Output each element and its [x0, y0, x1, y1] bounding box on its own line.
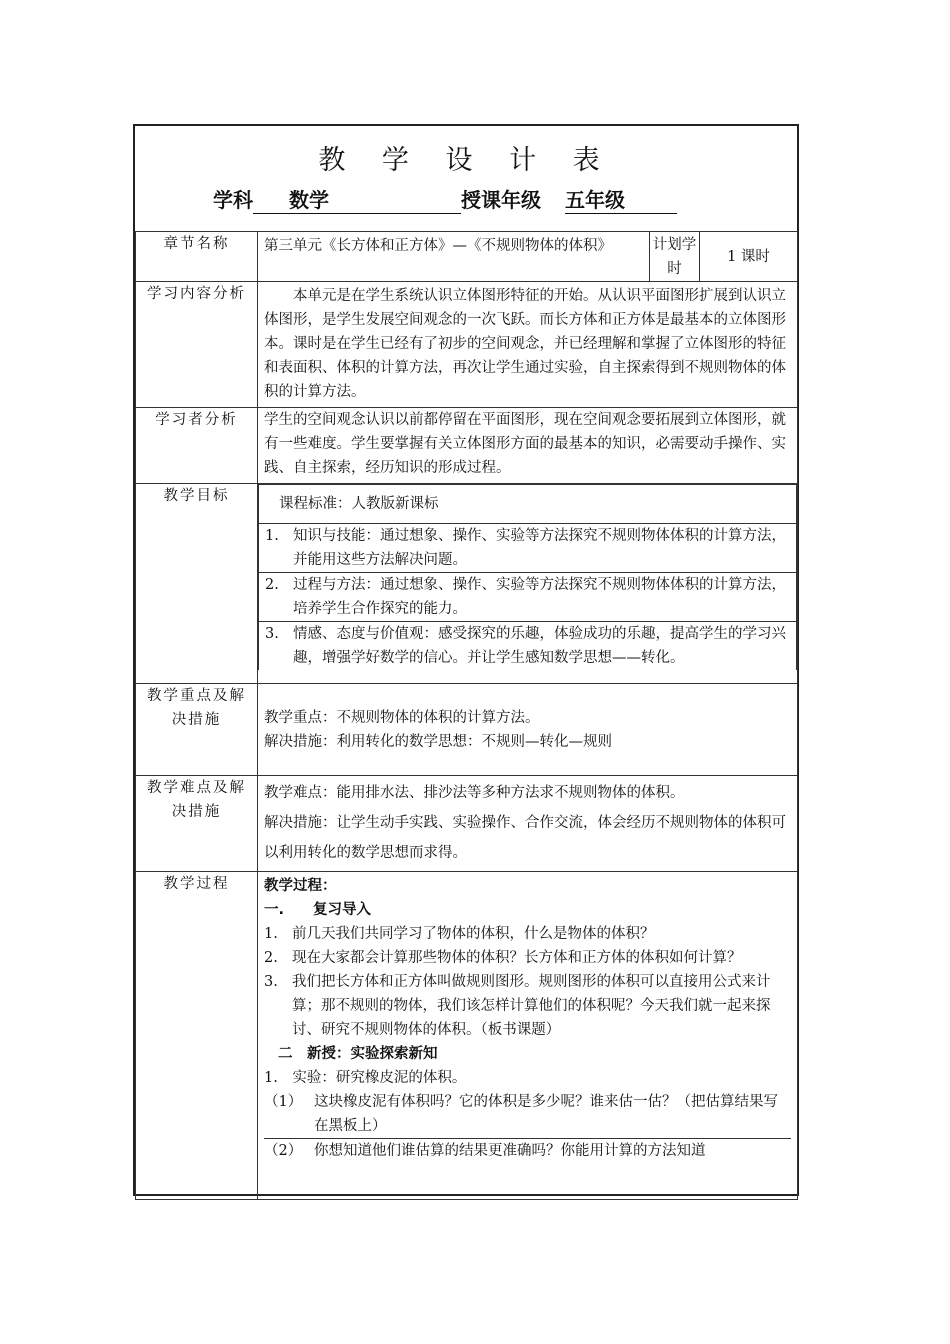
objectives-row: [136, 484, 798, 684]
subject-value-field: [253, 184, 461, 214]
grade-value: 五年级: [565, 188, 625, 212]
key-point-measure: 解决措施：利用转化的数学思想：不规则—转化—规则: [264, 733, 612, 750]
difficulty-measure: 解决措施：让学生动手实践、实验操作、合作交流，体会经历不规则物体的体积可以利用转化的数学思想而求得。: [264, 815, 786, 861]
objective-item: 3. 情感、态度与价值观：感受探究的乐趣，体验成功的乐趣，提高学生的学习兴趣，增强学好数学的信心。并让学生感知数学思想——转化。: [259, 622, 797, 671]
key-point-text: 教学重点：不规则物体的体积的计算方法。: [264, 709, 540, 726]
objectives-list: [258, 484, 797, 670]
experiment-line: 1. 实验：研究橡皮泥的体积。: [264, 1070, 467, 1086]
difficulty-row: [136, 776, 798, 872]
plan-hours-label: 计划学时: [650, 232, 700, 282]
plan-hours-value: 1 课时: [700, 232, 798, 282]
section-new: 二 新授：实验探索新知: [278, 1046, 438, 1062]
objectives-label: 教学目标: [136, 484, 258, 684]
objective-item: 1. 知识与技能：通过想象、操作、实验等方法探究不规则物体体积的计算方法，并能用这些方法解决问题。: [259, 524, 797, 573]
process-item: 1. 前几天我们共同学习了物体的体积，什么是物体的体积？: [264, 926, 655, 942]
chapter-value: 第三单元《长方体和正方体》—《不规则物体的体积》: [258, 232, 650, 282]
lesson-table: [135, 231, 798, 1200]
learner-analysis-text: 学生的空间观念认识以前都停留在平面图形，现在空间观念要拓展到立体图形，就有一些难度。学生要掌握有关立体图形方面的最基本的知识，必需要动手操作、实践、自主探索，经历知识的形成过程。: [264, 412, 786, 476]
content-analysis-text: 本单元是在学生系统认识立体图形特征的开始。从认识平面图形扩展到认识立体图形，是学生发展空间观念的一次飞跃。而长方体和正方体是最基本的立体图形本。课时是在学生已经有了初步的空间观念，并已经理解和掌握了立体图形的特征和表面积、体积的计算方法，再次让学生通过实验，自主探索得到不规则物体的体积的计算方法。: [264, 288, 786, 400]
difficulty-label: 教学难点及解决措施: [136, 776, 258, 872]
section-review: 一. 复习导入: [264, 902, 372, 918]
chapter-label: 章节名称: [136, 232, 258, 282]
objective-item: 2. 过程与方法：通过想象、操作、实验等方法探究不规则物体体积的计算方法，培养学生合作探究的能力。: [259, 573, 797, 622]
grade-label: 授课年级: [461, 188, 541, 212]
process-heading: 教学过程：: [264, 878, 337, 894]
process-subitem: （2） 你想知道他们谁估算的结果更准确吗？你能用计算的方法知道: [264, 1143, 706, 1159]
key-point-row: [136, 684, 798, 776]
title-block: [135, 126, 797, 231]
content-analysis-label: 学习内容分析: [136, 282, 258, 408]
process-row: [136, 872, 798, 1200]
difficulty-text: 教学难点：能用排水法、排沙法等多种方法求不规则物体的体积。: [264, 785, 685, 801]
process-subitem: （1） 这块橡皮泥有体积吗？它的体积是多少呢？谁来估一估？（把估算结果写在黑板上）: [264, 1090, 791, 1139]
grade-value-field: [565, 184, 677, 214]
lesson-plan-sheet: [133, 124, 799, 1196]
process-item: 3. 我们把长方体和正方体叫做规则图形。规则图形的体积可以直接用公式来计算；那不规则的物体，我们该怎样计算他们的体积呢？今天我们就一起来探讨、研究不规则物体的体积。（板书课题）: [264, 974, 771, 1038]
course-standard: 课程标准：人教版新课标: [259, 485, 797, 524]
subject-grade-line: [213, 184, 677, 214]
chapter-row: [136, 232, 798, 282]
subject-label: 学科: [213, 188, 253, 212]
key-point-label: 教学重点及解决措施: [136, 684, 258, 776]
process-label: 教学过程: [136, 872, 258, 1200]
process-item: 2. 现在大家都会计算那些物体的体积？长方体和正方体的体积如何计算？: [264, 950, 742, 966]
subject-value: 数学: [289, 188, 329, 212]
page-title: 教 学 设 计 表: [318, 145, 614, 176]
content-analysis-row: [136, 282, 798, 408]
learner-analysis-row: [136, 408, 798, 484]
learner-analysis-label: 学习者分析: [136, 408, 258, 484]
